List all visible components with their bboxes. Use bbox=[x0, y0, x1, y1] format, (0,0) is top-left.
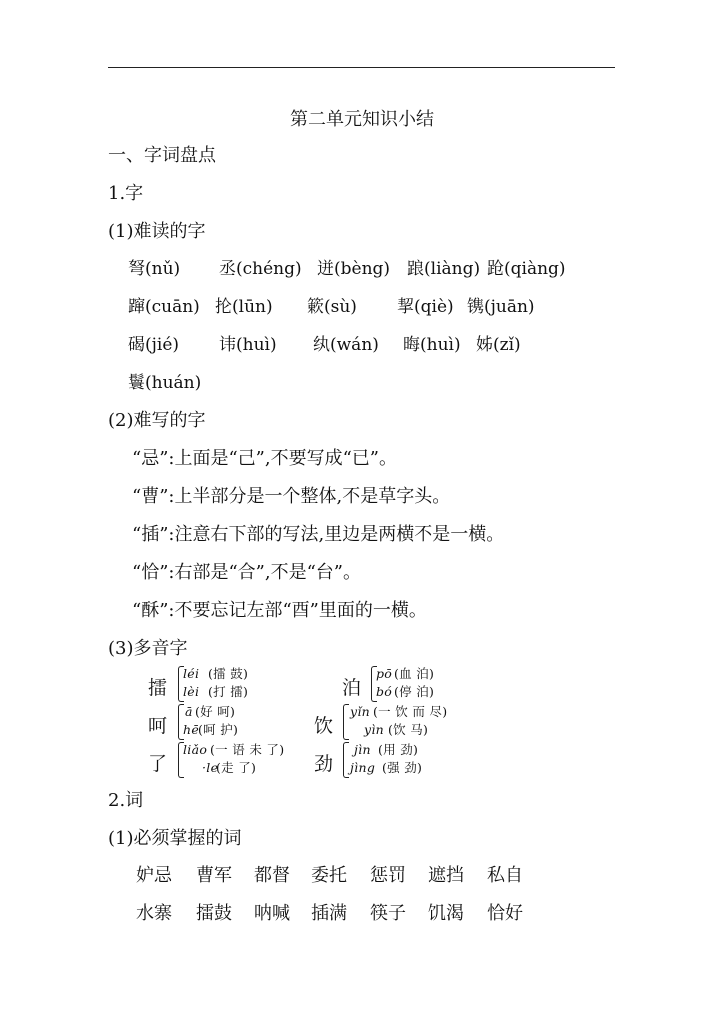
word-item: 饥渴 bbox=[428, 903, 464, 924]
section-heading: 一、字词盘点 bbox=[108, 145, 216, 166]
word-item: 妒忌 bbox=[136, 865, 172, 886]
polyphone-char: 了 bbox=[148, 753, 168, 775]
reading-word: (擂 鼓) bbox=[208, 666, 249, 681]
reading-pinyin: pō bbox=[376, 666, 393, 681]
word-item: 惩罚 bbox=[370, 865, 406, 886]
pinyin-item: 姊(zǐ) bbox=[476, 335, 521, 355]
reading-pinyin: yìn bbox=[364, 722, 385, 737]
pinyin-item: 踉(liàng) bbox=[407, 259, 481, 279]
hard-read-heading: (1)难读的字 bbox=[108, 221, 206, 242]
reading-word: (强 劲) bbox=[382, 760, 423, 775]
reading-pinyin: léi bbox=[183, 666, 200, 681]
polyphone-char: 饮 bbox=[314, 715, 334, 737]
pinyin-item: 抡(lūn) bbox=[215, 297, 273, 317]
top-rule bbox=[108, 67, 615, 68]
reading-pinyin: lèi bbox=[183, 684, 200, 699]
reading-pinyin: ā bbox=[185, 704, 193, 719]
reading-pinyin: jìn bbox=[354, 742, 371, 757]
reading-word: (停 泊) bbox=[394, 684, 435, 699]
brace-mark bbox=[343, 742, 349, 778]
pinyin-item: 跄(qiàng) bbox=[487, 259, 566, 279]
pinyin-item: 镌(juān) bbox=[467, 297, 535, 317]
brace-mark bbox=[343, 704, 349, 740]
reading-pinyin: yǐn bbox=[350, 704, 371, 719]
pinyin-item: 挈(qiè) bbox=[397, 297, 454, 317]
reading-word: (一 语 未 了) bbox=[210, 742, 285, 757]
reading-pinyin: bó bbox=[376, 684, 393, 699]
word-item: 呐喊 bbox=[254, 903, 290, 924]
word-item: 都督 bbox=[254, 865, 290, 886]
hard-write-item: “恰”:右部是“合”,不是“台”。 bbox=[132, 562, 361, 583]
pinyin-item: 纨(wán) bbox=[313, 335, 379, 355]
pinyin-item: 讳(huì) bbox=[219, 335, 277, 355]
pinyin-item: 丞(chéng) bbox=[219, 259, 302, 279]
word-item: 水寨 bbox=[136, 903, 172, 924]
polyphone-char: 劲 bbox=[314, 753, 334, 775]
hard-write-item: “曹”:上半部分是一个整体,不是草字头。 bbox=[132, 486, 451, 507]
hard-write-heading: (2)难写的字 bbox=[108, 410, 206, 431]
reading-pinyin: ·le bbox=[202, 760, 219, 775]
reading-word: (用 劲) bbox=[378, 742, 419, 757]
page-title: 第二单元知识小结 bbox=[290, 109, 434, 130]
word-item: 筷子 bbox=[370, 903, 406, 924]
reading-word: (好 呵) bbox=[195, 704, 236, 719]
word-item: 擂鼓 bbox=[196, 903, 232, 924]
reading-pinyin: jìng bbox=[350, 760, 376, 775]
word-item: 遮挡 bbox=[428, 865, 464, 886]
reading-word: (呵 护) bbox=[198, 722, 239, 737]
reading-word: (打 擂) bbox=[208, 684, 249, 699]
word-item: 插满 bbox=[311, 903, 347, 924]
reading-pinyin: hē bbox=[183, 722, 200, 737]
subsection-characters: 1.字 bbox=[108, 183, 144, 204]
reading-word: (饮 马) bbox=[388, 722, 429, 737]
pinyin-item: 蹿(cuān) bbox=[128, 297, 200, 317]
reading-word: (走 了) bbox=[216, 760, 257, 775]
word-item: 委托 bbox=[311, 865, 347, 886]
word-item: 恰好 bbox=[487, 903, 523, 924]
word-item: 曹军 bbox=[196, 865, 232, 886]
hard-write-item: “酥”:不要忘记左部“酉”里面的一横。 bbox=[132, 600, 427, 621]
pinyin-item: 晦(huì) bbox=[403, 335, 461, 355]
pinyin-item: 簌(sù) bbox=[307, 297, 357, 317]
reading-word: (血 泊) bbox=[394, 666, 435, 681]
must-words-heading: (1)必须掌握的词 bbox=[108, 828, 242, 849]
word-item: 私自 bbox=[487, 865, 523, 886]
pinyin-item: 碣(jié) bbox=[128, 335, 180, 355]
hard-write-item: “忌”:上面是“己”,不要写成“已”。 bbox=[132, 448, 397, 469]
subsection-words: 2.词 bbox=[108, 790, 144, 811]
hard-write-item: “插”:注意右下部的写法,里边是两横不是一横。 bbox=[132, 524, 505, 545]
pinyin-item: 弩(nǔ) bbox=[128, 259, 181, 279]
pinyin-item: 迸(bèng) bbox=[317, 259, 391, 279]
pinyin-item: 鬟(huán) bbox=[128, 373, 202, 393]
polyphone-char: 呵 bbox=[148, 715, 168, 737]
polyphone-heading: (3)多音字 bbox=[108, 638, 188, 659]
reading-pinyin: liǎo bbox=[183, 742, 208, 757]
polyphone-char: 泊 bbox=[342, 677, 362, 699]
reading-word: (一 饮 而 尽) bbox=[373, 704, 448, 719]
polyphone-char: 擂 bbox=[148, 677, 168, 699]
